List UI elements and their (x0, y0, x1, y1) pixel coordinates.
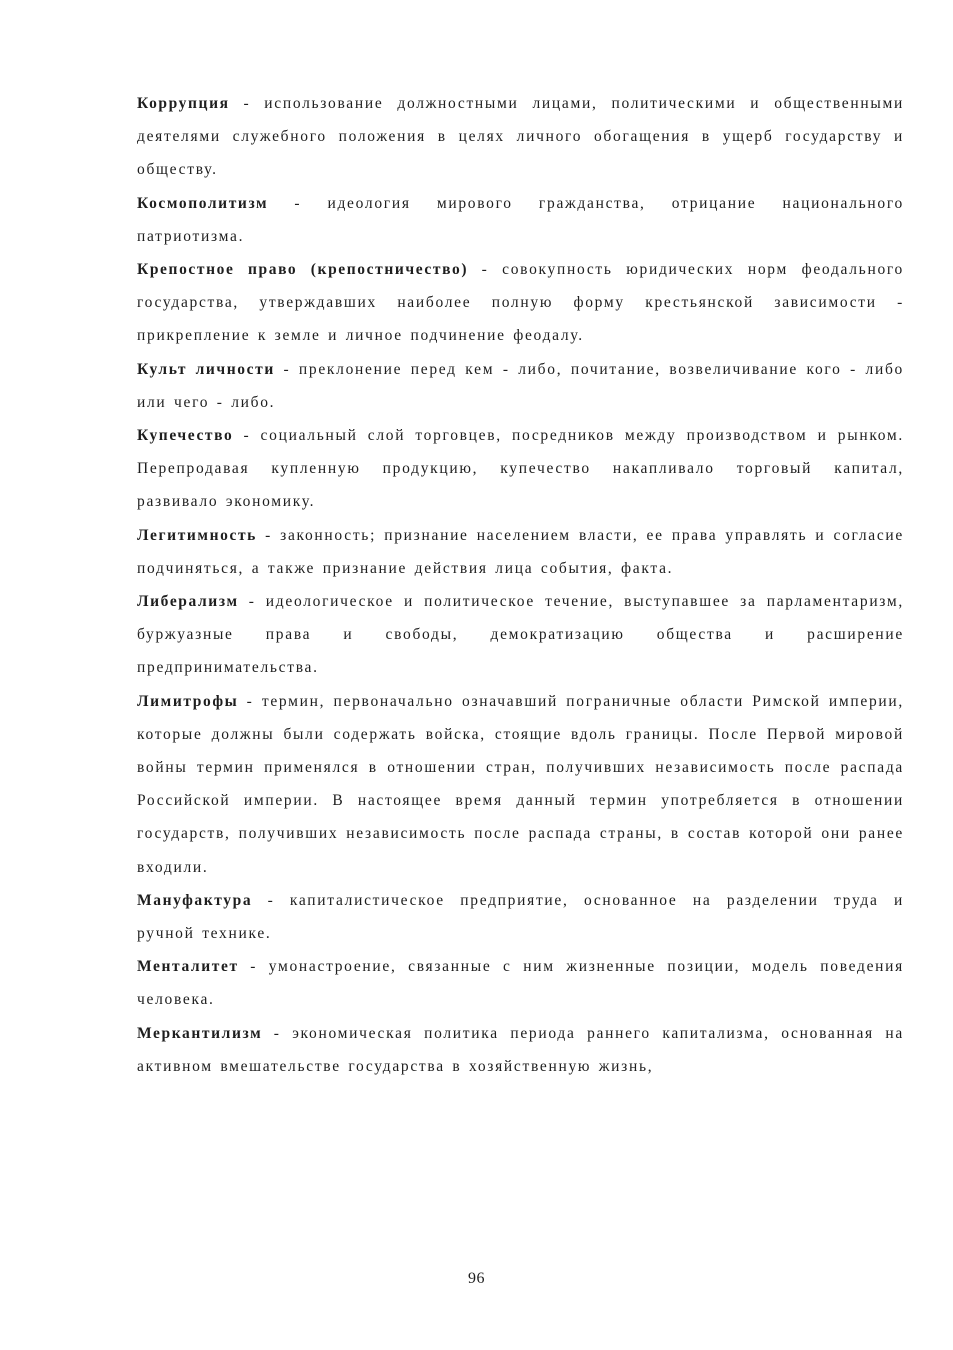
glossary-entry (137, 187, 904, 253)
glossary-term: Менталитет (137, 958, 239, 976)
glossary-entry (137, 419, 904, 519)
glossary-term: Лимитрофы (137, 692, 239, 710)
page-number: 96 (468, 1270, 485, 1287)
glossary-term: Либерализм (137, 593, 239, 611)
glossary-definition: - капиталистическое предприятие, основанное на разделении труда и ручной технике. (137, 891, 904, 943)
glossary-term: Легитимность (137, 526, 257, 544)
glossary-entry (137, 685, 904, 884)
glossary-entry (137, 353, 904, 419)
glossary-definition: - идеология мирового гражданства, отрицание национального патриотизма. (137, 194, 904, 245)
glossary-term: Мануфактура (137, 891, 253, 909)
glossary-definition: - использование должностными лицами, политическими и общественными деятелями служебного положения в целях личного обогащения в ущерб государству и обществу. (137, 95, 904, 179)
glossary-term: Коррупция (137, 95, 230, 112)
glossary-definition: - социальный слой торговцев, посредников между производством и рынком. Перепродавая купленную продукцию, купечество накапливало торговый капитал, развивало экономику. (137, 427, 904, 511)
glossary-definition: - термин, первоначально означавший пограничные области Римской империи, которые должны были содержать войска, стоящие вдоль границы. После Первой мировой войны термин применялся в отношении стран, получивших независимость после распада Российской империи. В настоящее время данный термин употребляется в отношении государств, получивших независимость после распада страны, в состав которой они ранее входили. (137, 692, 904, 876)
glossary-entry (137, 519, 904, 585)
glossary-definition: - законность; признание населением власти, ее права управлять и согласие подчиняться, а также признание действия лица события, факта. (137, 526, 904, 577)
glossary-definition: - умонастроение, связанные с ним жизненные позиции, модель поведения человека. (137, 958, 904, 1009)
glossary-term: Крепостное право (крепостничество) (137, 261, 469, 279)
glossary-entry (137, 585, 904, 685)
glossary-definition: - преклонение перед кем - либо, почитание, возвеличивание кого - либо или чего - либо. (137, 360, 904, 411)
glossary-term: Меркантилизм (137, 1024, 263, 1042)
glossary-term: Купечество (137, 427, 234, 445)
glossary-entry (137, 253, 904, 353)
glossary-content (137, 87, 904, 1083)
glossary-term: Космополитизм (137, 194, 269, 212)
glossary-definition: - экономическая политика периода раннего капитализма, основанная на активном вмешательстве государства в хозяйственную жизнь, (137, 1024, 904, 1075)
glossary-entry (137, 1017, 904, 1083)
glossary-entry (137, 884, 904, 950)
glossary-entry (137, 950, 904, 1016)
glossary-entry (137, 87, 904, 187)
glossary-definition: - идеологическое и политическое течение, выступавшее за парламентаризм, буржуазные права и свободы, демократизацию общества и расширение предпринимательства. (137, 593, 904, 677)
glossary-definition: - совокупность юридических норм феодального государства, утверждавших наиболее полную форму крестьянской зависимости - прикрепление к земле и личное подчинение феодалу. (137, 261, 905, 345)
glossary-term: Культ личности (137, 360, 275, 378)
